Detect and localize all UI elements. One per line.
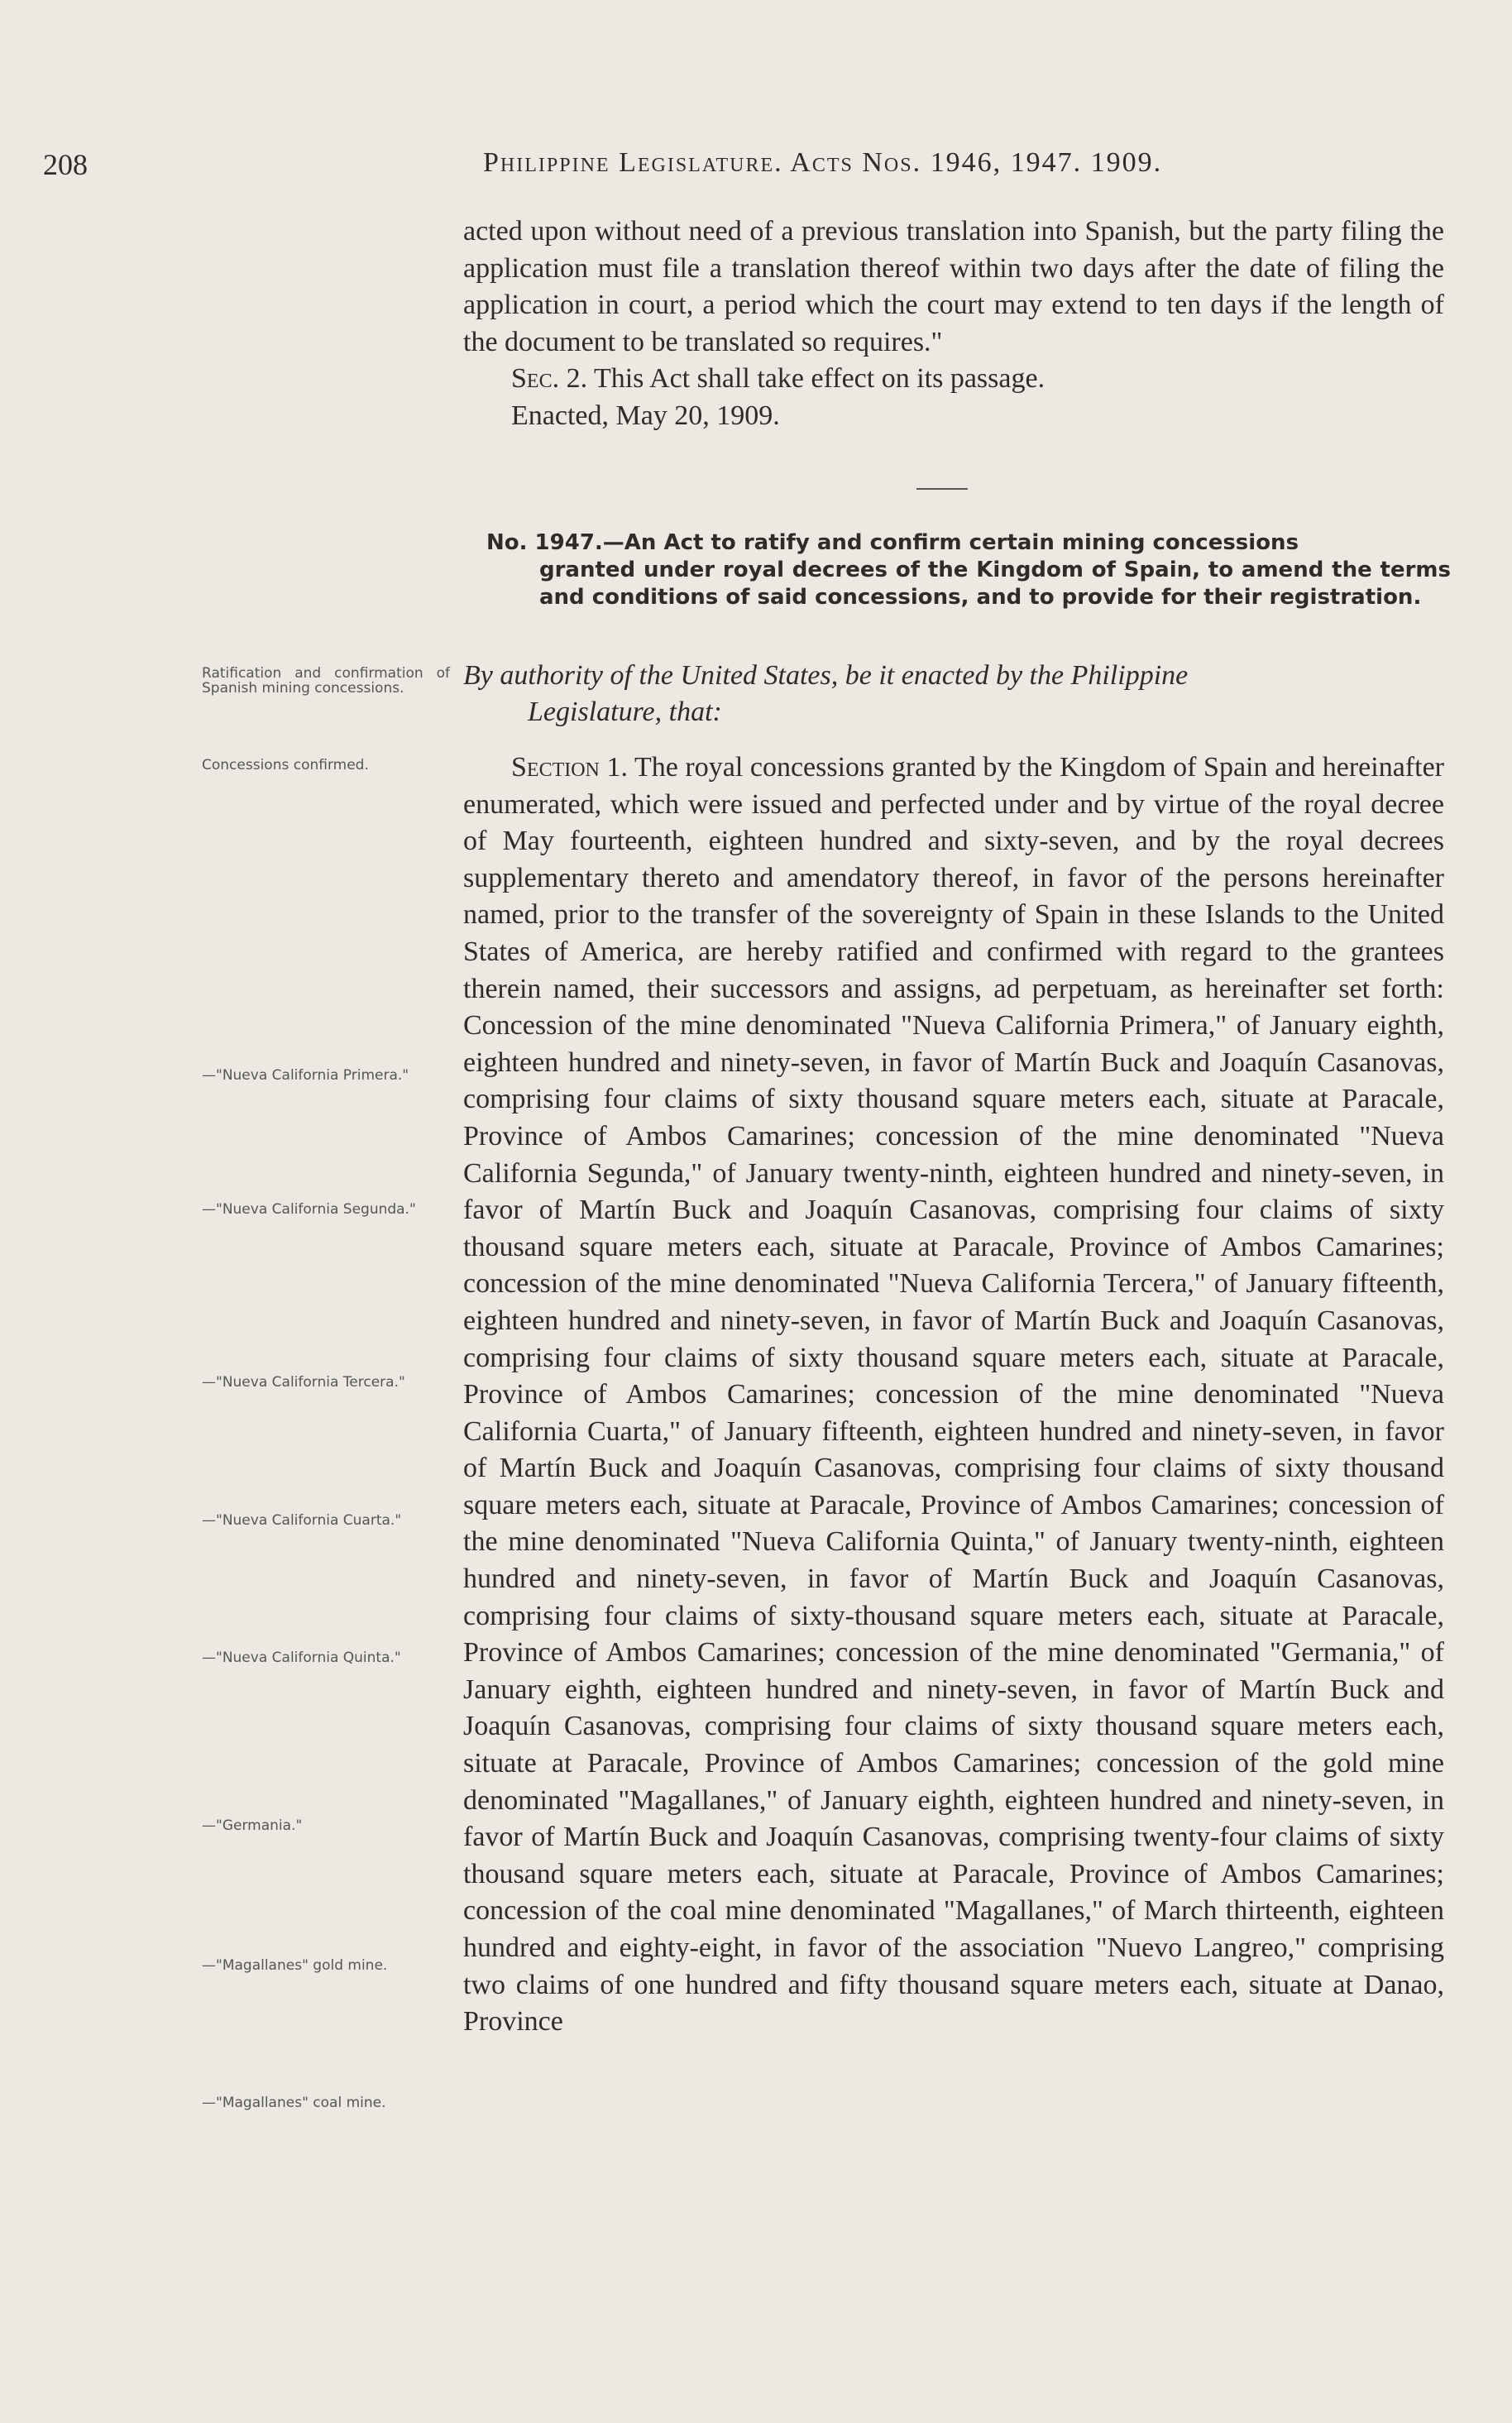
margin-note-primera: —"Nueva California Primera." [202, 1067, 409, 1084]
margin-note-cuarta: —"Nueva California Cuarta." [202, 1512, 402, 1529]
margin-note-quinta: —"Nueva California Quinta." [202, 1650, 401, 1666]
margin-note-segunda: —"Nueva California Segunda." [202, 1201, 416, 1218]
section-1-label: Section 1. [511, 752, 628, 783]
act-title-rest: granted under royal decrees of the Kingdom of Spain, to amend the terms and conditions of said concessions, and to provide for their registration. [539, 558, 1451, 610]
margin-note-tercera: —"Nueva California Tercera." [202, 1374, 405, 1391]
margin-note-confirmed: Concessions confirmed. [202, 757, 369, 773]
section-divider [916, 488, 968, 490]
act-1947-title [486, 529, 1451, 611]
section-2-paragraph [463, 361, 1444, 398]
margin-note-ratification: Ratification and confirmation of Spanish mining concessions. [202, 665, 450, 697]
act-1946-conclusion [463, 213, 1444, 435]
running-head: Philippine Legislature. Acts Nos. 1946, 1947. 1909. [483, 147, 1163, 178]
enacting-line-1: By authority of the United States, be it enacted by the Philippine [463, 660, 1189, 691]
enacted-date: Enacted, May 20, 1909. [511, 400, 780, 431]
margin-note-magallanes-coal: —"Magallanes" coal mine. [202, 2095, 386, 2111]
continuation-paragraph: acted upon without need of a previous translation into Spanish, but the party filing the application must file a translation thereof within two days after the date of filing the application in court, a period which the court may extend to ten days if the length of the document to be translated so requires." [463, 216, 1444, 357]
section-1-paragraph [463, 749, 1444, 2041]
page-number: 208 [43, 148, 88, 181]
section-2-text: This Act shall take effect on its passage. [593, 363, 1045, 395]
page-header [0, 147, 1512, 189]
section-2-label: Sec. 2. [511, 363, 588, 395]
act-number-line: No. 1947.—An Act to ratify and confirm certain mining concessions [486, 530, 1299, 555]
enacting-line-2: Legislature, that: [528, 697, 722, 727]
section-1-body [463, 749, 1444, 2041]
margin-note-germania: —"Germania." [202, 1817, 303, 1834]
margin-note-magallanes-gold: —"Magallanes" gold mine. [202, 1957, 388, 1974]
enacting-clause [463, 658, 1447, 730]
section-1-text: The royal concessions granted by the Kingdom of Spain and hereinafter enumerated, which were issued and perfected under and by virtue of the royal decree of May fourteenth, eighteen hundred and sixty-seven, and by the royal decrees supplementary thereto and amendatory thereof, in favor of the persons hereinafter named, prior to the transfer of the sovereignty of Spain in these Islands to the United States of America, are hereby ratified and confirmed with regard to the grantees therein named, their successors and assigns, ad perpetuam, as hereinafter set forth: Concession of the mine denominated "Nueva California Primera," of January eighth, eighteen hundred and ninety-seven, in favor of Martín Buck and Joaquín Casanovas, comprising four claims of sixty thousand square meters each, situate at Paracale, Province of Ambos Camarines; concession of the mine denominated "Nueva California Segunda," of January twenty-ninth, eighteen hundred and ninety-seven, in favor of Martín Buck and Joaquín Casanovas, comprising four claims of sixty thousand square meters each, situate at Paracale, Province of Ambos Camarines; concession of the mine denominated "Nueva California Tercera," of January fifteenth, eighteen hundred and ninety-seven, in favor of Martín Buck and Joaquín Casanovas, comprising four claims of sixty thousand square meters each, situate at Paracale, Province of Ambos Camarines; concession of the mine denominated "Nueva California Cuarta," of January fifteenth, eighteen hundred and ninety-seven, in favor of Martín Buck and Joaquín Casanovas, comprising four claims of sixty thousand square meters each, situate at Paracale, Province of Ambos Camarines; concession of the mine denominated "Nueva California Quinta," of January twenty-ninth, eighteen hundred and ninety-seven, in favor of Martín Buck and Joaquín Casanovas, comprising four claims of sixty-thousand square meters each, situate at Paracale, Province of Ambos Camarines; concession of the mine denominated "Germania," of January eighth, eighteen hundred and ninety-seven, in favor of Martín Buck and Joaquín Casanovas, comprising four claims of sixty thousand square meters each, situate at Paracale, Province of Ambos Camarines; concession of the gold mine denominated "Magallanes," of January eighth, eighteen hundred and ninety-seven, in favor of Martín Buck and Joaquín Casanovas, comprising twenty-four claims of sixty thousand square meters each, situate at Paracale, Province of Ambos Camarines; concession of the coal mine denominated "Magallanes," of March thirteenth, eighteen hundred and eighty-eight, in favor of the association "Nuevo Langreo," comprising two claims of one hundred and fifty thousand square meters each, situate at Danao, Province [463, 752, 1444, 2038]
